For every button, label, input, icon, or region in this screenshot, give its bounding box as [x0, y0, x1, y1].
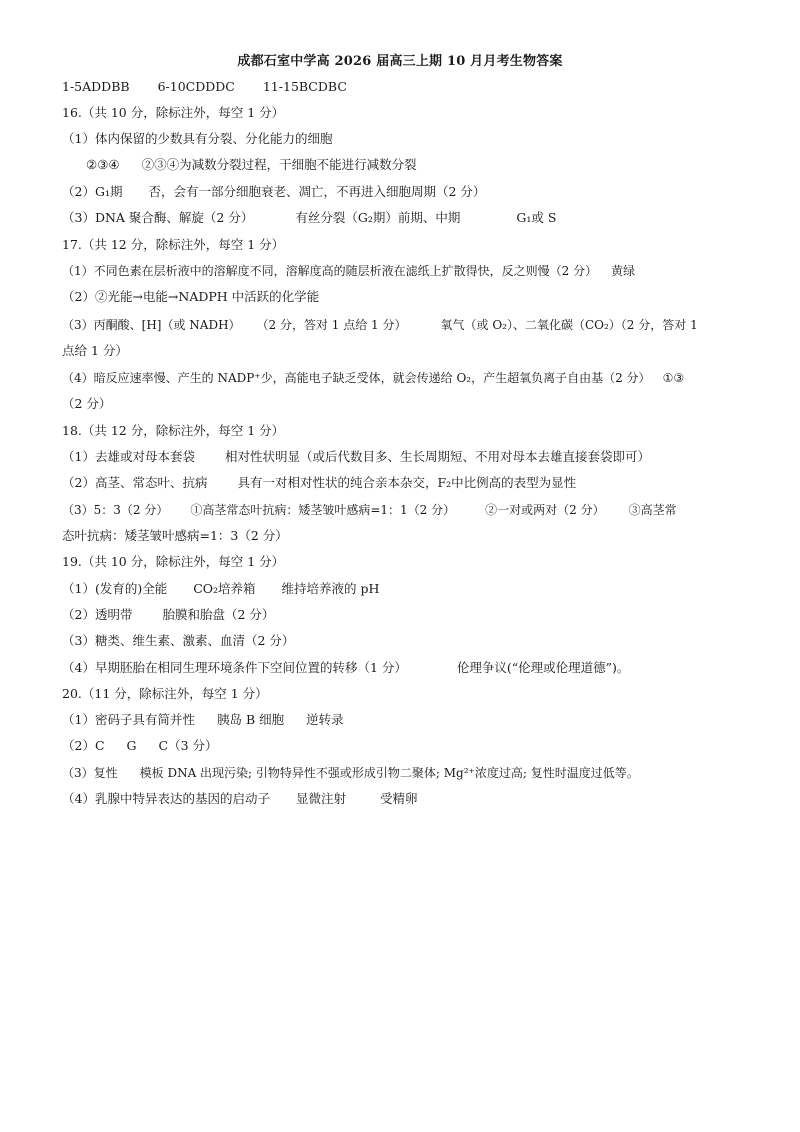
- q20-part1-b: 胰岛 B 细胞: [216, 712, 285, 727]
- q19-part2-a: （2）透明带: [62, 607, 133, 622]
- q16-answer-a: ②③④: [86, 157, 120, 172]
- q17-part3-a: （3）丙酮酸、[H]（或 NADH）: [62, 318, 241, 332]
- q17-heading: 17.（共 12 分，除标注外，每空 1 分）: [62, 237, 285, 252]
- q16-answer-b: ②③④为减数分裂过程，干细胞不能进行减数分裂: [141, 157, 417, 172]
- q17-part1-b: 黄绿: [611, 264, 636, 278]
- q17-line-3: [62, 316, 698, 334]
- q20-line-4: [62, 790, 418, 808]
- q17-line-3-cont: 点给 1 分）: [62, 343, 128, 358]
- q17-part3-b: （2 分，答对 1 点给 1 分）: [256, 318, 407, 332]
- q17-line-1: [62, 262, 635, 280]
- q18-line-2: [62, 474, 576, 492]
- q18-part2-b: 具有一对相对性状的纯合亲本杂交，F₂中比例高的表型为显性: [237, 475, 577, 490]
- q19-part2-b: 胎膜和胎盘（2 分）: [162, 607, 275, 622]
- q18-part2-a: （2）高茎、常态叶、抗病: [62, 475, 208, 490]
- q20-part4-a: （4）乳腺中特异表达的基因的启动子: [62, 791, 270, 806]
- q17-line-4-cont: （2 分）: [62, 396, 112, 411]
- q20-part3-a: （3）复性: [62, 766, 118, 780]
- q16-line-3: [62, 183, 485, 201]
- q17-part3-c: 氧气（或 O₂）、二氧化碳（CO₂）（2 分，答对 1: [440, 318, 698, 332]
- q19-part4-b: 伦理争议(“伦理或伦理道德”)。: [456, 660, 630, 675]
- q20-part3-b: 模板 DNA 出现污染; 引物特异性不强或形成引物二聚体; Mg²⁺浓度过高; 复性时温度过低等。: [139, 766, 639, 780]
- choice-11-15: 11-15BCDBC: [262, 79, 347, 94]
- q19-line-1: [62, 580, 379, 598]
- q18-line-3: [62, 501, 677, 519]
- q17-line-2: （2）②光能→电能→NADPH 中活跃的化学能: [62, 289, 320, 304]
- q18-part3-a: （3）5：3（2 分）: [62, 503, 169, 517]
- q17-part4-b: ①③: [662, 371, 685, 385]
- q20-line-1: [62, 711, 344, 729]
- q20-part2-c: C（3 分）: [158, 738, 218, 753]
- q18-part1-b: 相对性状明显（或后代数目多、生长周期短、不用对母本去雄直接套袋即可）: [224, 449, 650, 464]
- q20-part4-b: 显微注射: [295, 791, 346, 806]
- page-title: 成都石室中学高 2026 届高三上期 10 月月考生物答案: [237, 54, 563, 69]
- q18-line-3-cont: 态叶抗病：矮茎皱叶感病=1：3（2 分）: [62, 528, 288, 543]
- q20-heading: 20.（11 分，除标注外，每空 1 分）: [62, 686, 268, 701]
- q16-part2-b: 否，会有一部分细胞衰老、凋亡，不再进入细胞周期（2 分）: [148, 184, 486, 199]
- q18-part3-d: ③高茎常: [628, 503, 677, 517]
- choice-6-10: 6-10CDDDC: [157, 79, 235, 94]
- q20-part1-a: （1）密码子具有简并性: [62, 712, 195, 727]
- q20-line-2: [62, 737, 218, 755]
- q19-line-2: [62, 606, 274, 624]
- q16-heading: 16.（共 10 分，除标注外，每空 1 分）: [62, 105, 285, 120]
- q17-line-4: [62, 369, 684, 387]
- q16-part3-a: （3）DNA 聚合酶、解旋（2 分）: [62, 210, 254, 225]
- q19-part1-a: （1）(发育的)全能: [62, 581, 168, 596]
- q20-line-3: [62, 764, 639, 782]
- q16-part2-a: （2）G₁期: [62, 184, 123, 199]
- q20-part1-c: 逆转录: [306, 712, 344, 727]
- q18-line-1: [62, 448, 650, 466]
- q18-heading: 18.（共 12 分，除标注外，每空 1 分）: [62, 423, 285, 438]
- q19-part4-a: （4）早期胚胎在相同生理环境条件下空间位置的转移（1 分）: [62, 660, 407, 675]
- choice-answers: [62, 78, 347, 96]
- q20-part2-a: （2）C: [62, 738, 105, 753]
- q19-part1-b: CO₂培养箱: [193, 581, 256, 596]
- q17-part1-a: （1）不同色素在层析液中的溶解度不同，溶解度高的随层析液在滤纸上扩散得快，反之则慢（2 分）: [62, 264, 598, 278]
- q19-heading: 19.（共 10 分，除标注外，每空 1 分）: [62, 554, 285, 569]
- q16-part3-c: G₁或 S: [516, 210, 557, 225]
- q19-line-3: （3）糖类、维生素、激素、血清（2 分）: [62, 633, 295, 648]
- q18-part3-c: ②一对或两对（2 分）: [485, 503, 605, 517]
- q19-part1-c: 维持培养液的 pH: [281, 581, 380, 596]
- q19-line-4: [62, 659, 629, 677]
- choice-1-5: 1-5ADDBB: [62, 79, 130, 94]
- q16-line-4: [62, 209, 556, 227]
- q20-part4-c: 受精卵: [379, 791, 418, 806]
- q16-line-2: [86, 156, 417, 174]
- q20-part2-b: G: [126, 738, 137, 753]
- q18-part1-a: （1）去雄或对母本套袋: [62, 449, 195, 464]
- q16-part3-b: 有丝分裂（G₂期）前期、中期: [295, 210, 461, 225]
- q17-part4-a: （4）暗反应速率慢、产生的 NADP⁺少，高能电子缺乏受体，就会传递给 O₂，产生超氧负离子自由基（2 分）: [62, 371, 651, 385]
- q18-part3-b: ①高茎常态叶抗病：矮茎皱叶感病=1：1（2 分）: [190, 503, 456, 517]
- q16-line-1: （1）体内保留的少数具有分裂、分化能力的细胞: [62, 131, 333, 146]
